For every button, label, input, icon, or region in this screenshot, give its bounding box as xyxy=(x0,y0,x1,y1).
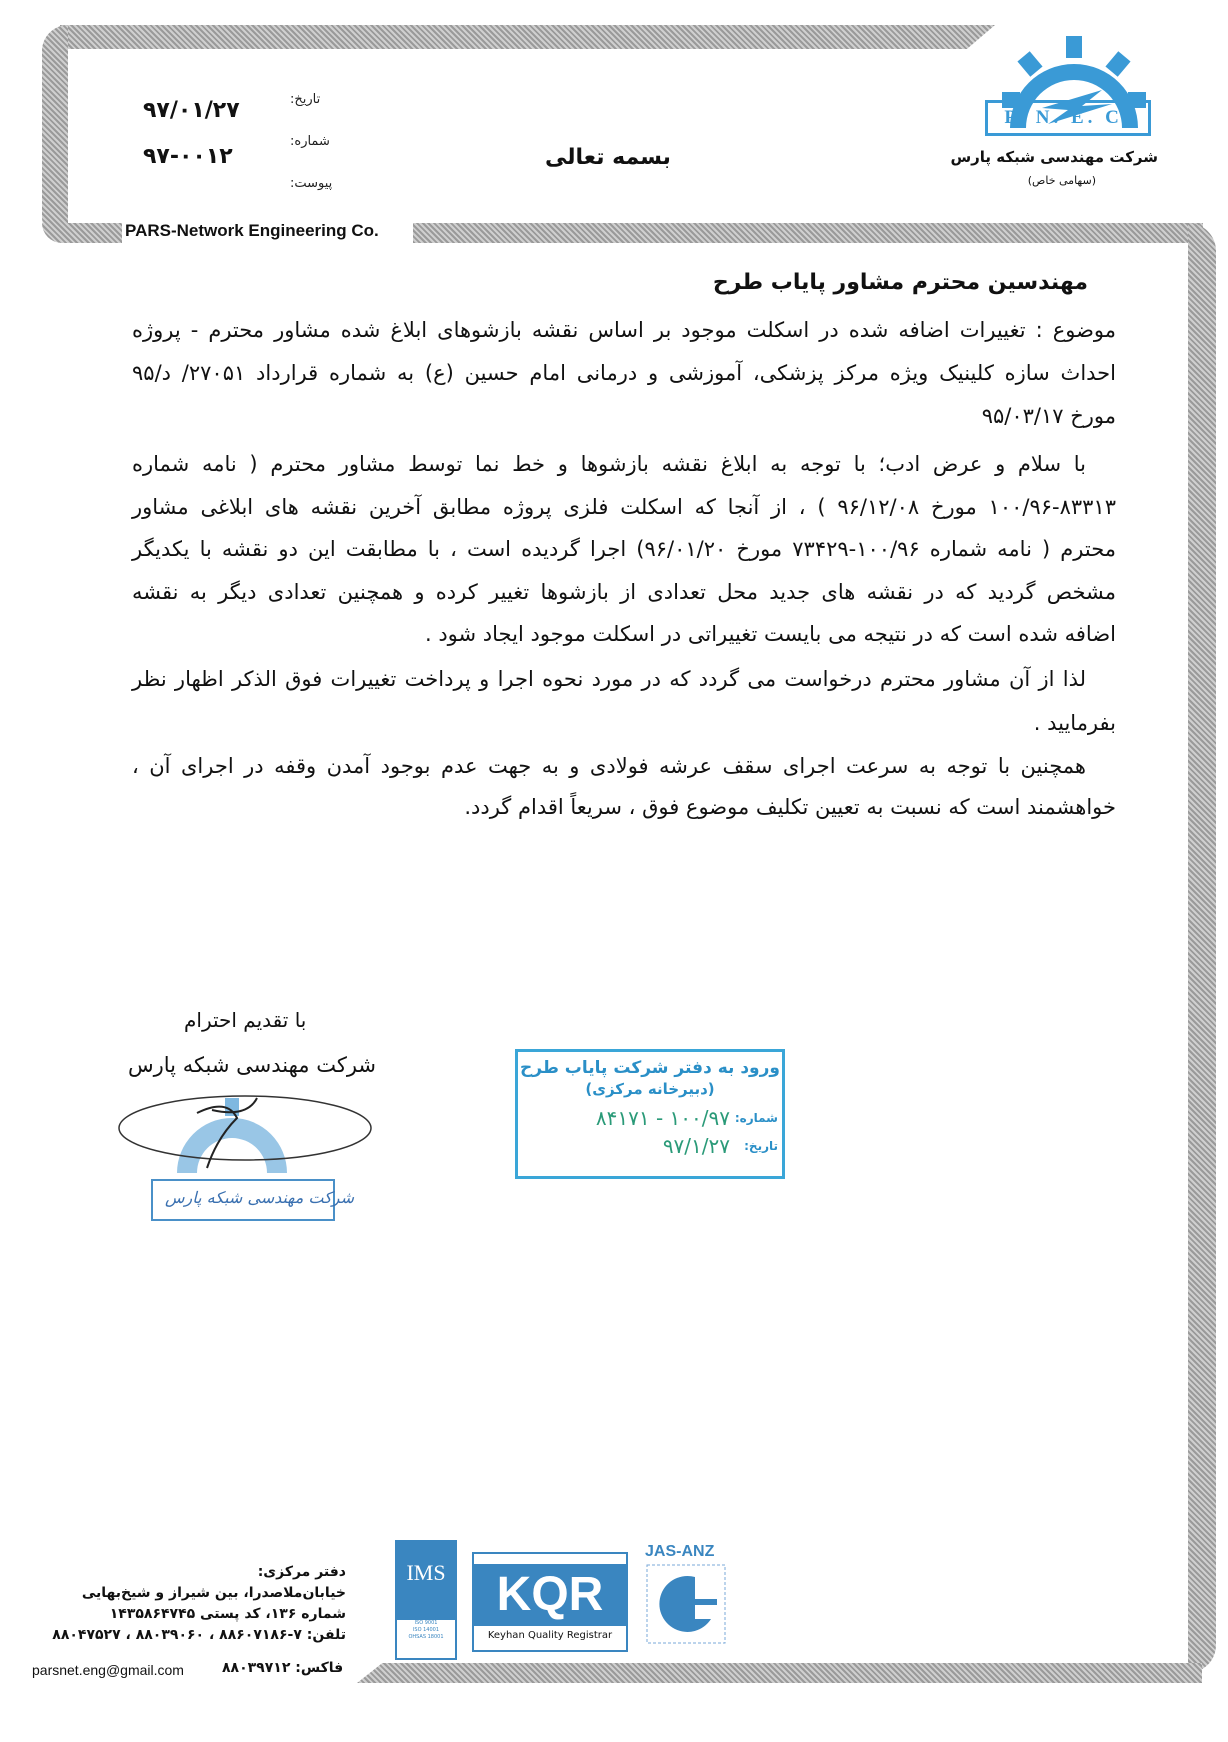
body-line: اضافه شده است که در نتیجه می بایست تغییراتی در اسکلت موجود ایجاد شود . xyxy=(424,622,1116,646)
number-value: ۹۷-۰۰۱۲ xyxy=(143,144,233,169)
date-label: تاریخ: xyxy=(290,92,321,107)
body-line: بفرمایید . xyxy=(1033,711,1116,735)
date-value: ۹۷/۰۱/۲۷ xyxy=(143,98,240,123)
frame-bottom-bar xyxy=(357,1663,1202,1683)
body-line: مشخص گردید که در نقشه های جدید محل تعدادی از بازشوها تغییر کرده و همچنین تعدادی دیگر به نقشه xyxy=(132,580,1116,604)
stamp-number-label: شماره: xyxy=(734,1111,778,1125)
body-line: خواهشمند است که نسبت به تعیین تکلیف موضوع فوق ، سریعاً اقدام گردد. xyxy=(464,795,1116,819)
stamp-title: ورود به دفتر شرکت پایاب طرح xyxy=(520,1058,780,1078)
address-line-2: شماره ۱۳۶، کد پستی ۱۴۳۵۸۶۴۷۴۵ xyxy=(109,1606,346,1622)
frame-top-bar xyxy=(60,25,995,49)
recipient: مهندسین محترم مشاور پایاب طرح xyxy=(712,270,1088,295)
jas-anz-logo: JAS-ANZ xyxy=(645,1543,735,1653)
received-stamp xyxy=(515,1049,785,1179)
ims-logo: IMS ISO 9001 ISO 14001 OHSAS 18001 xyxy=(395,1540,457,1660)
attachment-label: پیوست: xyxy=(290,176,333,191)
stamp-date-label: تاریخ: xyxy=(744,1139,778,1153)
bismillah: بسمه تعالی xyxy=(545,145,671,170)
body-line: موضوع : تغییرات اضافه شده در اسکلت موجود بر اساس نقشه بازشوهای ابلاغ شده مشاور محترم - پروژه xyxy=(132,318,1116,342)
body-line: همچنین با توجه به سرعت اجرای سقف عرشه فولادی و به جهت عدم بوجود آمدن وقفه در اجرای آن ، xyxy=(132,754,1086,778)
closing: با تقدیم احترام xyxy=(184,1008,307,1032)
company-seal xyxy=(117,1088,377,1223)
body-line: محترم ( نامه شماره ۱۰۰/۹۶-۷۳۴۲۹ مورخ ۹۶/۰۱/۲۰) اجرا گردیده است ، با مطابقت این دو نقشه با یکدیگر xyxy=(132,537,1116,561)
company-name-en: PARS-Network Engineering Co. xyxy=(125,221,379,240)
company-type: (سهامی خاص) xyxy=(1027,174,1096,187)
body-line: مورخ ۹۵/۰۳/۱۷ xyxy=(981,404,1116,428)
logo-text-box: P. N. E. C. xyxy=(985,100,1151,136)
seal-text: شرکت مهندسی شبکه پارس xyxy=(165,1188,354,1207)
email: parsnet.eng@gmail.com xyxy=(32,1662,184,1678)
frame-left-bar xyxy=(42,25,68,243)
stamp-date-value: ۹۷/۱/۲۷ xyxy=(662,1134,730,1158)
office-label: دفتر مرکزی: xyxy=(257,1564,346,1580)
frame-left-bottom xyxy=(42,223,122,243)
body-line: با سلام و عرض ادب؛ با توجه به ابلاغ نقشه بازشوها و خط نما توسط مشاور محترم ( نامه شماره xyxy=(132,452,1086,476)
phone: تلفن: ۷-۸۸۶۰۷۱۸۶ ، ۸۸۰۳۹۰۶۰ ، ۸۸۰۴۷۵۲۷ xyxy=(52,1627,346,1643)
number-label: شماره: xyxy=(290,134,330,149)
fax: فاکس: ۸۸۰۳۹۷۱۲ xyxy=(222,1660,344,1676)
address-line-1: خیابان‌ملاصدرا، بین شیراز و شیخ‌بهایی xyxy=(81,1585,346,1601)
body-line: احداث سازه کلینیک ویژه مرکز پزشکی، آموزشی و درمانی امام حسین (ع) به شماره قرارداد ۲۷۰۵۱/ د/۹۵ xyxy=(132,361,1116,385)
stamp-subtitle: (دبیرخانه مرکزی) xyxy=(585,1080,715,1098)
kqr-logo: KQR Keyhan Quality Registrar xyxy=(472,1552,628,1652)
body-line: ۱۰۰/۹۶-۸۳۳۱۳ مورخ ۹۶/۱۲/۰۸ ) ، از آنجا که اسکلت فلزی پروژه مطابق آخرین نقشه های ابلاغی مشاور xyxy=(132,495,1116,519)
frame-right-bar xyxy=(1188,223,1216,1673)
company-name-fa: شرکت مهندسی شبکه پارس xyxy=(950,148,1158,166)
stamp-number-value: ۱۰۰/۹۷ - ۸۴۱۷۱ xyxy=(595,1106,730,1130)
frame-mid-bar xyxy=(413,223,1203,243)
company-logo xyxy=(950,28,1166,198)
signature-company: شرکت مهندسی شبکه پارس xyxy=(128,1053,377,1077)
footer-address xyxy=(52,1562,346,1646)
body-line: لذا از آن مشاور محترم درخواست می گردد که در مورد نحوه اجرا و پرداخت تغییرات فوق الذکر اظهار نظر xyxy=(132,667,1086,691)
jas-anz-mark-icon xyxy=(645,1563,730,1648)
